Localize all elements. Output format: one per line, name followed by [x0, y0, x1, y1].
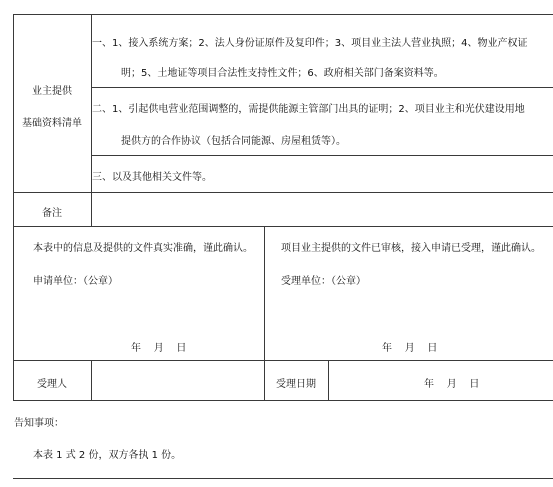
- materials-item1-line2: 明；5、土地证等项目合法性支持性文件；6、政府相关部门备案资料等。: [121, 68, 444, 79]
- receiver-date: 年 月 日: [382, 343, 438, 354]
- applicant-unit-seal: 申请单位：（公章）: [33, 276, 118, 287]
- table-bottom-border: [13, 478, 553, 479]
- notice-text: 本表 1 式 2 份，双方各执 1 份。: [33, 450, 182, 461]
- acceptance-bottom-border: [13, 400, 553, 401]
- confirm-column-divider: [264, 226, 265, 401]
- remarks-label: 备注: [42, 208, 62, 219]
- receiver-statement: 项目业主提供的文件已审核，接入申请已受理，谨此确认。: [281, 243, 541, 254]
- materials-label-line2: 基础资料清单: [22, 118, 82, 129]
- materials-item2-line2: 提供方的合作协议（包括合同能源、房屋租赁等）。: [121, 136, 346, 147]
- acceptance-date-divider: [328, 360, 329, 401]
- materials-item2-line1: 二、1、引起供电营业范围调整的，需提供能源主管部门出具的证明；2、项目业主和光伏建设用地: [92, 104, 525, 115]
- materials-label-line1: 业主提供: [32, 86, 72, 97]
- materials-item3: 三、以及其他相关文件等。: [92, 172, 212, 183]
- confirm-bottom-border: [13, 360, 553, 361]
- notice-title: 告知事项：: [14, 418, 64, 429]
- acceptance-person-label: 受理人: [37, 379, 67, 390]
- remarks-bottom-border: [13, 226, 553, 227]
- applicant-statement: 本表中的信息及提供的文件真实准确，谨此确认。: [33, 243, 253, 254]
- item2-bottom-border: [91, 155, 553, 156]
- receiver-unit-seal: 受理单位：（公章）: [281, 276, 366, 287]
- materials-bottom-border: [13, 192, 553, 193]
- acceptance-date-label: 受理日期: [276, 379, 316, 390]
- item1-bottom-border: [91, 87, 553, 88]
- acceptance-date-value: 年 月 日: [424, 379, 480, 390]
- materials-item1-line1: 一、1、接入系统方案；2、法人身份证原件及复印件；3、项目业主法人营业执照；4、物业产权证: [92, 38, 528, 49]
- acceptance-person-divider: [91, 360, 92, 401]
- applicant-date: 年 月 日: [131, 343, 187, 354]
- table-top-border: [13, 14, 553, 15]
